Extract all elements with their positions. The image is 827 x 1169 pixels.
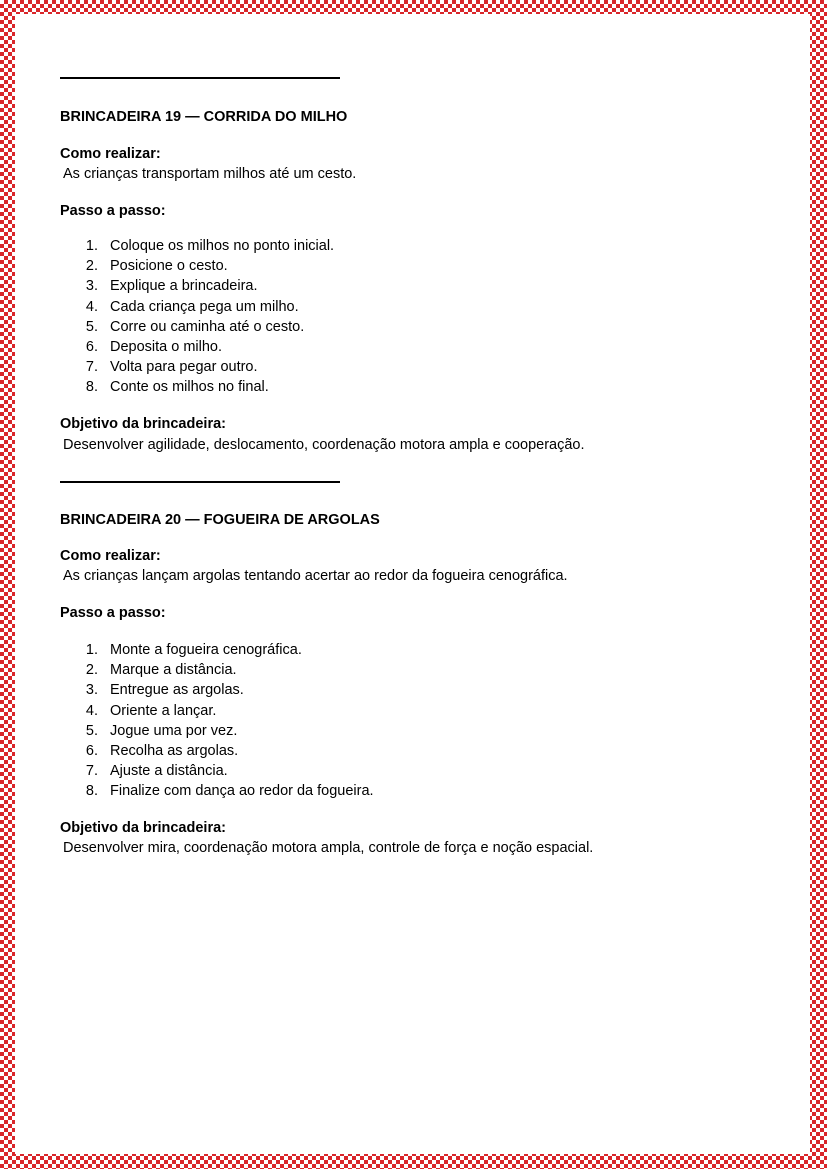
list-item: 2. Marque a distância.: [85, 662, 237, 679]
document-page: [15, 14, 810, 1154]
list-item: 5. Jogue uma por vez.: [85, 722, 238, 739]
list-item: 4. Oriente a lançar.: [85, 702, 217, 719]
list-item: 1. Coloque os milhos no ponto inicial.: [85, 238, 335, 254]
list-item: 7. Ajuste a distância.: [85, 763, 228, 780]
objective-text: Desenvolver mira, coordenação motora ampla, controle de força e noção espacial.: [63, 840, 594, 856]
objective-label: Objetivo da brincadeira:: [60, 820, 226, 836]
list-item: 7. Volta para pegar outro.: [85, 359, 258, 376]
list-item: 5. Corre ou caminha até o cesto.: [85, 318, 305, 335]
how-label: Como realizar:: [60, 146, 161, 162]
list-item: 8. Finalize com dança ao redor da fogueira.: [85, 783, 374, 800]
list-item: 4. Cada criança pega um milho.: [85, 298, 299, 315]
list-item: 2. Posicione o cesto.: [85, 258, 228, 275]
steps-label: Passo a passo:: [60, 203, 166, 219]
steps-list-20: [72, 640, 374, 802]
list-item: 1. Monte a fogueira cenográfica.: [85, 642, 302, 658]
list-item: 3. Entregue as argolas.: [85, 682, 244, 699]
list-item: 8. Conte os milhos no final.: [85, 379, 269, 396]
objective-text: Desenvolver agilidade, deslocamento, coordenação motora ampla e cooperação.: [63, 437, 585, 453]
steps-label: Passo a passo:: [60, 605, 166, 621]
how-text: As crianças transportam milhos até um cesto.: [63, 166, 357, 182]
section-divider: [60, 77, 340, 79]
how-label: Como realizar:: [60, 548, 161, 564]
steps-list-19: [72, 236, 334, 398]
section-title-19: BRINCADEIRA 19 — CORRIDA DO MILHO: [60, 109, 348, 125]
list-item: 6. Deposita o milho.: [85, 338, 223, 355]
section-title-20: BRINCADEIRA 20 — FOGUEIRA DE ARGOLAS: [60, 512, 380, 528]
list-item: 6. Recolha as argolas.: [85, 742, 239, 759]
objective-label: Objetivo da brincadeira:: [60, 416, 226, 432]
how-text: As crianças lançam argolas tentando acertar ao redor da fogueira cenográfica.: [63, 568, 568, 584]
list-item: 3. Explique a brincadeira.: [85, 278, 258, 295]
section-divider: [60, 481, 340, 483]
